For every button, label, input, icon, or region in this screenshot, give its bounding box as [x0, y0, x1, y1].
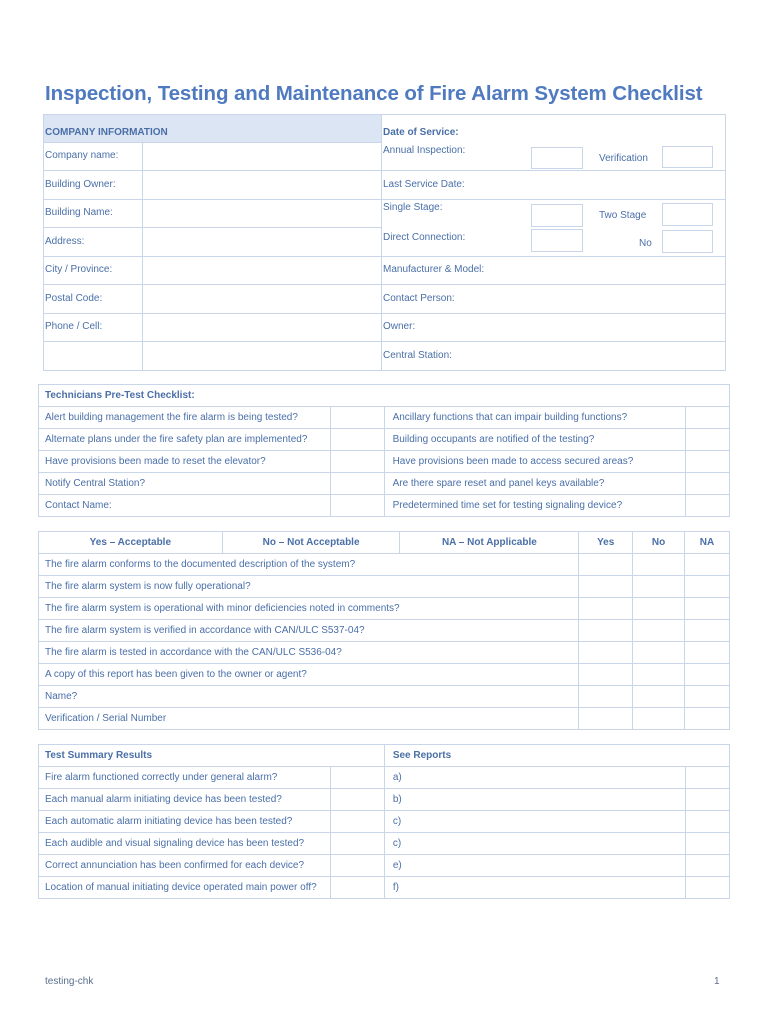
pretest-check-cell[interactable] [330, 407, 384, 429]
yes-cell[interactable] [579, 598, 633, 620]
verification-box[interactable] [662, 146, 713, 168]
pretest-check-cell[interactable] [686, 451, 730, 473]
col-yes: Yes [579, 532, 633, 554]
status-row-label: Name? [39, 686, 579, 708]
no-box[interactable] [662, 230, 713, 253]
report-ref: a) [384, 767, 685, 789]
na-cell[interactable] [685, 620, 730, 642]
summary-check-cell[interactable] [330, 767, 384, 789]
two-stage-box[interactable] [662, 203, 713, 226]
col-na: NA [685, 532, 730, 554]
annual-inspection-label: Annual Inspection: [383, 145, 466, 156]
pretest-item: Ancillary functions that can impair building functions? [384, 407, 686, 429]
summary-item: Each audible and visual signaling device has been tested? [39, 833, 331, 855]
no-cell[interactable] [633, 576, 685, 598]
contact-person-label: Contact Person: [383, 293, 455, 304]
owner-label: Owner: [383, 321, 416, 332]
report-cell[interactable] [686, 855, 730, 877]
pretest-check-cell[interactable] [330, 495, 384, 517]
summary-item: Fire alarm functioned correctly under general alarm? [39, 767, 331, 789]
summary-check-cell[interactable] [330, 811, 384, 833]
central-station-label: Central Station: [383, 350, 452, 361]
report-cell[interactable] [686, 877, 730, 899]
building-owner-field[interactable] [143, 171, 381, 199]
divider [381, 114, 382, 370]
status-row-label: The fire alarm system is now fully operational? [39, 576, 579, 598]
phone-cell-field[interactable] [143, 314, 381, 341]
building-owner-label: Building Owner: [45, 179, 116, 190]
building-name-field[interactable] [143, 200, 381, 227]
summary-item: Location of manual initiating device operated main power off? [39, 877, 331, 899]
status-row-label: A copy of this report has been given to the owner or agent? [39, 664, 579, 686]
pretest-item: Predetermined time set for testing signaling device? [384, 495, 686, 517]
divider [381, 313, 726, 314]
yes-cell[interactable] [579, 708, 633, 730]
city-province-label: City / Province: [45, 264, 113, 275]
pretest-item: Building occupants are notified of the testing? [384, 429, 686, 451]
yes-cell[interactable] [579, 554, 633, 576]
pretest-check-cell[interactable] [330, 429, 384, 451]
reports-header: See Reports [384, 745, 729, 767]
divider [725, 114, 726, 371]
col-no: No [633, 532, 685, 554]
divider [381, 199, 726, 200]
yes-cell[interactable] [579, 576, 633, 598]
divider [381, 341, 726, 342]
single-stage-label: Single Stage: [383, 202, 443, 213]
pretest-item: Are there spare reset and panel keys available? [384, 473, 686, 495]
legend-yes: Yes – Acceptable [39, 532, 223, 554]
pretest-item: Have provisions been made to reset the elevator? [39, 451, 331, 473]
na-cell[interactable] [685, 664, 730, 686]
status-row-label: Verification / Serial Number [39, 708, 579, 730]
report-cell[interactable] [686, 789, 730, 811]
address-label: Address: [45, 236, 85, 247]
na-cell[interactable] [685, 554, 730, 576]
pretest-item: Alert building management the fire alarm is being tested? [39, 407, 331, 429]
summary-header: Test Summary Results [39, 745, 385, 767]
postal-code-label: Postal Code: [45, 293, 103, 304]
report-ref: c) [384, 833, 685, 855]
single-stage-box[interactable] [531, 204, 583, 227]
status-row-label: The fire alarm is tested in accordance with the CAN/ULC S536-04? [39, 642, 579, 664]
direct-connection-box[interactable] [531, 229, 583, 252]
na-cell[interactable] [685, 708, 730, 730]
no-label: No [639, 238, 652, 249]
legend-no: No – Not Acceptable [222, 532, 400, 554]
pretest-check-cell[interactable] [686, 473, 730, 495]
summary-check-cell[interactable] [330, 855, 384, 877]
summary-item: Correct annunciation has been confirmed for each device? [39, 855, 331, 877]
blank-field[interactable] [143, 342, 381, 370]
legend-na: NA – Not Applicable [400, 532, 579, 554]
city-province-field[interactable] [143, 257, 381, 284]
summary-item: Each automatic alarm initiating device has been tested? [39, 811, 331, 833]
no-cell[interactable] [633, 642, 685, 664]
company-name-label: Company name: [45, 150, 119, 161]
summary-item: Each manual alarm initiating device has been tested? [39, 789, 331, 811]
report-ref: c) [384, 811, 685, 833]
manufacturer-model-label: Manufacturer & Model: [383, 264, 485, 275]
divider [381, 284, 726, 285]
pretest-check-cell[interactable] [686, 429, 730, 451]
pretest-item: Alternate plans under the fire safety plan are implemented? [39, 429, 331, 451]
report-cell[interactable] [686, 833, 730, 855]
no-cell[interactable] [633, 598, 685, 620]
report-cell[interactable] [686, 811, 730, 833]
pretest-checklist-table [38, 384, 730, 517]
pretest-check-cell[interactable] [330, 473, 384, 495]
status-row-label: The fire alarm system is operational with minor deficiencies noted in comments? [39, 598, 579, 620]
test-summary-table [38, 744, 730, 899]
date-of-service-label: Date of Service: [383, 127, 459, 138]
footer-page-number: 1 [714, 976, 720, 987]
no-cell[interactable] [633, 554, 685, 576]
report-ref: b) [384, 789, 685, 811]
summary-check-cell[interactable] [330, 833, 384, 855]
pretest-header: Technicians Pre-Test Checklist: [39, 385, 730, 407]
na-cell[interactable] [685, 598, 730, 620]
report-ref: e) [384, 855, 685, 877]
pretest-item: Contact Name: [39, 495, 331, 517]
divider [381, 256, 726, 257]
pretest-item: Notify Central Station? [39, 473, 331, 495]
verification-label: Verification [599, 153, 648, 164]
report-ref: f) [384, 877, 685, 899]
yes-cell[interactable] [579, 686, 633, 708]
status-table [38, 531, 730, 730]
no-cell[interactable] [633, 708, 685, 730]
divider [43, 114, 44, 371]
pretest-check-cell[interactable] [330, 451, 384, 473]
company-info-header: COMPANY INFORMATION [45, 127, 168, 138]
annual-inspection-box[interactable] [531, 147, 583, 169]
address-field[interactable] [143, 228, 381, 256]
divider [43, 370, 726, 371]
yes-cell[interactable] [579, 642, 633, 664]
no-cell[interactable] [633, 620, 685, 642]
pretest-check-cell[interactable] [686, 495, 730, 517]
footer-doc-id: testing-chk [45, 976, 94, 987]
divider [381, 170, 726, 171]
pretest-check-cell[interactable] [686, 407, 730, 429]
postal-code-field[interactable] [143, 285, 381, 313]
summary-check-cell[interactable] [330, 789, 384, 811]
na-cell[interactable] [685, 642, 730, 664]
report-cell[interactable] [686, 767, 730, 789]
no-cell[interactable] [633, 686, 685, 708]
summary-check-cell[interactable] [330, 877, 384, 899]
divider [43, 114, 726, 115]
no-cell[interactable] [633, 664, 685, 686]
phone-cell-label: Phone / Cell: [45, 321, 103, 332]
two-stage-label: Two Stage [599, 210, 647, 221]
status-row-label: The fire alarm conforms to the documented description of the system? [39, 554, 579, 576]
building-name-label: Building Name: [45, 207, 113, 218]
page-title: Inspection, Testing and Maintenance of Fire Alarm System Checklist [45, 82, 703, 105]
direct-connection-label: Direct Connection: [383, 232, 466, 243]
na-cell[interactable] [685, 686, 730, 708]
status-row-label: The fire alarm system is verified in accordance with CAN/ULC S537-04? [39, 620, 579, 642]
pretest-item: Have provisions been made to access secured areas? [384, 451, 686, 473]
company-name-field[interactable] [143, 143, 381, 170]
yes-cell[interactable] [579, 620, 633, 642]
na-cell[interactable] [685, 576, 730, 598]
yes-cell[interactable] [579, 664, 633, 686]
last-service-date-label: Last Service Date: [383, 179, 465, 190]
